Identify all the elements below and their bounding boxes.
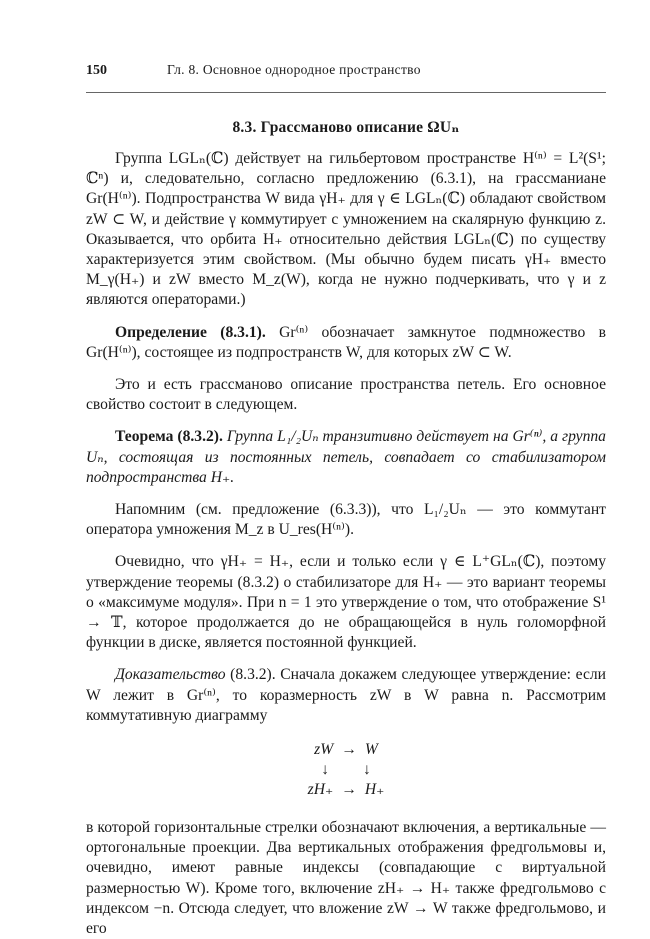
diagram-middle-row [286, 760, 406, 780]
diagram-right-down-arrow: ↓ [363, 761, 371, 779]
running-header [86, 62, 606, 93]
page-number: 150 [86, 63, 107, 78]
paragraph-recall: Напомним (см. предложение (6.3.3)), что L₁/₂Uₙ — это коммутант оператора умножения M_z в U_res(H⁽ⁿ⁾). [86, 501, 606, 539]
paragraph-proof-continued: в которой горизонтальные стрелки обозначают включения, а вертикальные — ортогональные проекции. Два вертикальных отображения фредгольмовы и, очевидно, имеют равные индексы (совпадающие с виртуальной размерностью W). Кроме того, включение zH₊ → H₊ также фредгольмово с индексом −n. Отсюда следует, что вложение zW → W также фредгольмово, и его [86, 819, 606, 938]
diagram-bottom-row [286, 780, 406, 800]
diagram-left-down-arrow: ↓ [321, 761, 329, 779]
book-page [86, 62, 606, 939]
theorem-8-3-2 [86, 427, 606, 488]
definition-8-3-1 [86, 323, 606, 363]
diagram-top-arrow: → [341, 741, 357, 759]
diagram-zH-plus: zH₊ [307, 781, 334, 799]
diagram-bottom-arrow: → [341, 781, 357, 799]
diagram-top-row [286, 740, 406, 760]
paragraph-stabilizer: Очевидно, что γH₊ = H₊, если и только если γ ∈ L⁺GLₙ(ℂ), поэтому утверждение теоремы (8.3.2) о стабилизаторе для H₊ — это вариант теоремы о «максимуме модуля». При n = 1 это утверждение о том, что отображение S¹ → 𝕋, которое продолжается до не обращающейся в нуль голоморфной функции в диске, является постоянной функцией. [86, 553, 606, 652]
diagram-W: W [364, 741, 378, 759]
proof-text: (8.3.2). Сначала докажем следующее утверждение: если W лежит в Gr⁽ⁿ⁾, то коразмерность zW в W равна n. Рассмотрим коммутативную диаграмму [86, 666, 606, 724]
theorem-text: Группа L₁/₂Uₙ транзитивно действует на Gr⁽ⁿ⁾, а группа Uₙ, состоящая из постоянных петель, совпадает со стабилизатором подпространства H₊. [86, 428, 606, 486]
diagram-H-plus: H₊ [364, 781, 385, 799]
running-head-title: Гл. 8. Основное однородное пространство [167, 62, 421, 77]
proof-label: Доказательство [115, 666, 226, 684]
proof-start [86, 665, 606, 726]
definition-text: Gr⁽ⁿ⁾ обозначает замкнутое подмножество в Gr(H⁽ⁿ⁾), состоящее из подпространств W, для которых zW ⊂ W. [86, 323, 606, 361]
diagram-zW: zW [314, 741, 334, 759]
definition-label: Определение (8.3.1). [115, 323, 266, 341]
commutative-diagram [286, 740, 406, 800]
paragraph-intro: Группа LGLₙ(ℂ) действует на гильбертовом пространстве H⁽ⁿ⁾ = L²(S¹; ℂⁿ) и, следовательно, согласно предложению (6.3.1), на грассманиане Gr(H⁽ⁿ⁾). Подпространства W вида γH₊ для γ ∈ LGLₙ(ℂ) обладают свойством zW ⊂ W, и действие γ коммутирует с умножением на скалярную функцию z. Оказывается, что орбита H₊ относительно действия LGLₙ(ℂ) по существу характеризуется этим свойством. (Мы обычно будем писать γH₊ вместо M_γ(H₊) и zW вместо M_z(W), когда не нужно подчеркивать, что γ и z являются операторами.) [86, 150, 606, 309]
paragraph-grassmann-description: Это и есть грассманово описание пространства петель. Его основное свойство состоит в следующем. [86, 376, 606, 414]
theorem-label: Теорема (8.3.2). [115, 428, 223, 446]
section-title: 8.3. Грассманово описание ΩUₙ [232, 119, 460, 136]
